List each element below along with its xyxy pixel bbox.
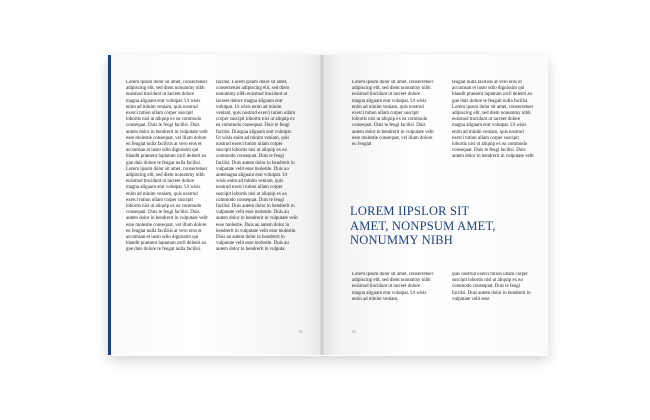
right-page-number: 02 — [352, 330, 356, 334]
right-page-column-1: Lorem ipsum dolor sit amet, consectetuer adipiscing elit, sed diem nonummy nibh euismod tincidunt ut lacreet dolore magna aliguam erat volutpat. Ut wisis enim ad minim veniam, quis nostrud exerci tution ullam corper suscipit lobortis nisi ut aliquip ex ea commodo consequat. Duis te feugi facilisi. Duis autem dolor in hendrerit in vulputate velit esse molestie consequat, vel illum dolore eu feugiat — [352, 80, 434, 148]
left-page-column-2: facilisi. Lorem ipsum dolor sit amet, consectetuer adipiscing elit, sed diem nonummy nibh euismod tincidunt ut lacreet dolore magna aliguam erat volutpat. Ut wisis enim ad minim veniam, quis nostrud exerci tution ullam corper suscipit lobortis nisi ut aliquip ex ea commodo consequat. Duis te feugi facilisi. Duisgua aliguam erat volutpat. Ut wisis enim ad minim veniam, quis nostrud exerci tution ullam corper suscipit lobortis nisi ut aliquip ex ea commodo consequat. Duis te feugi facilisi. Duis autem dolor in hendrerit in vulputate velit esse molestie. Duis au autemagna aliguam erat volutpat. Ut wisis enim ad minim veniam, quis nostrud exerci tution ullam corper suscipit lobortis nisi ut aliquip ex ea commodo consequat. Duis te feugi facilisi. Duis autem dolor in hendrerit in vulputate velit esse molestie. Duis au autem dolor in hendrerit in vulputate velit esse molestie. Duis au autem dolor in hendrerit in vulputate velit esse molestie. Duis au autem dolor in hendrerit in vulputate velit esse molestie. Duis au autem dolor in hendrerit in vulputa. — [216, 80, 298, 253]
spine-gutter — [320, 55, 324, 355]
section-heading: LOREM IIPSLOR SIT AMET, NONPSUM AMET, NONUMMY NIBH — [350, 204, 496, 247]
left-page-number: 01 — [299, 330, 303, 334]
right-page-bottom-column-1: Lorem ipsum dolor sit amet, consectetuer adipiscing elit, sed diem nonummy nibh euismod tincidunt ut lacreet dolore magna aliguam erat volutpat. Ut wisis enim ad minim veniam, — [352, 272, 434, 302]
left-page-column-1: Lorem ipsum dolor sit amet, consectetuer adipiscing elit, sed diem nonummy nibh euismod tincidunt ut lacreet dolore magna aliguam erat volutpat. Ut wisis enim ad minim veniam, quis nostrud exerci tution ullam corper suscipit lobortis nisi ut aliquip ex ea commodo consequat. Duis te feugi facilisi. Duis autem dolor in hendrerit in vulputate velit esse molestie consequat, vel illum dolore eu feugiat nulla facilisis at vero eros et accumsan et iusto odio dignissim qui blandit praesent luptatum zzril delenit au gue duis dolore te feugat nulla facilisi. Lorem ipsum dolor sit amet, consectetuer adipiscing elit, sed diem nonummy nibh euismod tincidunt ut lacreet dolore magna aliguam erat volutpat. Ut wisis enim ad minim veniam, quis nostrud exerci tution ullam corper suscipit lobortis nisi ut aliquip ex ea commodo consequat. Duis te feugi facilisi. Duis autem dolor in hendrerit in vulputate velit esse molestie consequat, vel illum dolore eu feugiat nulla facilisis at vero eros et accumsan et iusto odio dignissim qui blandit praesent luptatum zzril delenit au gue duis dolore te feugat nulla facilisi. — [126, 80, 208, 253]
right-page-bottom-column-2: quis nostrud exerci tution ullam corper suscipit lobortis nisi ut aliquip ex ea commodo consequat. Duis te feugi facilisi. Duis autem dolor in hendrerit in vulputate velit esse — [452, 272, 531, 302]
right-page-column-2: feugiat nulla facilisis at vero eros et accumsan et iusto odio dignissim qui blandit praesent luptatum zzril delenit au gue duis dolore te feugait nulla facilisi. Lorem ipsum dolor sit amet, consectetuer adipiscing elit, sed diem nonummy nibh euismod tincidunt ut lacreet dolore magna aliguam erat volutpat. Ut wisis enim ad minim veniam, quis nostrud exerci tution ullam corper suscipit lobortis nisi ut aliquip ex ea commodo consequat. Duis te feugi facilisi. Duis autem dolor in hendrerit in vulputate velit — [452, 80, 534, 160]
